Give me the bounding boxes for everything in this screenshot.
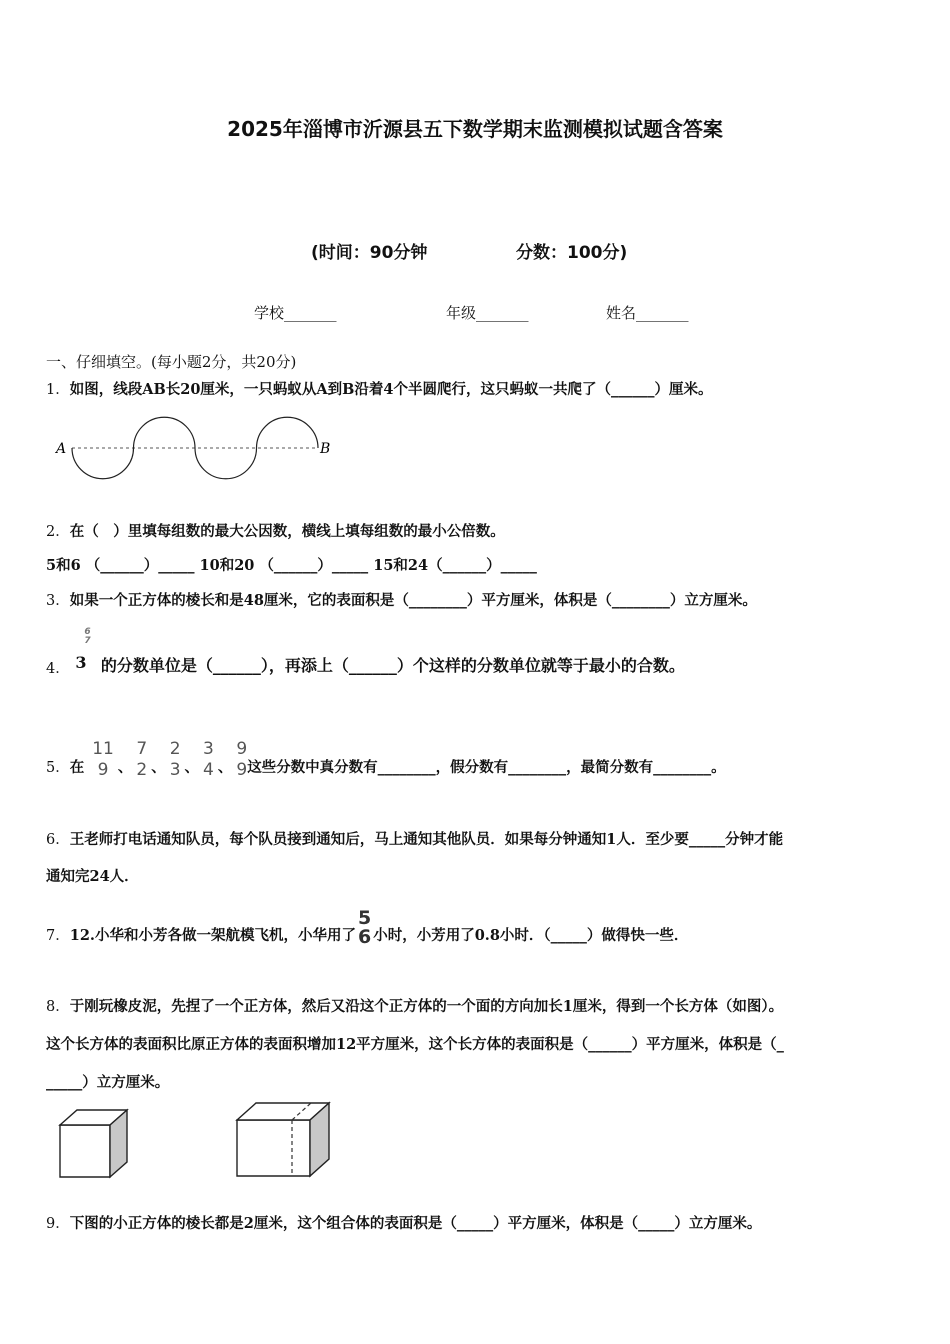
question-3 xyxy=(46,589,757,610)
question-text: 12.小华和小芳各做一架航模飞机，小华用了 xyxy=(69,927,356,944)
fraction: 3 4 xyxy=(203,739,214,780)
numerator: 5 xyxy=(357,907,372,929)
grade-field: 年级_______ xyxy=(446,304,529,322)
question-number: 7． xyxy=(46,928,70,944)
question-text-end: 小时，小芳用了0.8小时．（_____）做得快一些． xyxy=(373,927,689,944)
point-a-label: A xyxy=(56,441,67,457)
question-8 xyxy=(46,995,783,1016)
fraction xyxy=(358,909,371,947)
separator: 、 xyxy=(151,759,166,776)
question-text: 的分数单位是（______），再添上（______）个这样的分数单位就等于最小的合数。 xyxy=(100,656,685,675)
question-text: 如果一个正方体的棱长和是48厘米，它的表面积是（________）平方厘米，体积是（________）立方厘米。 xyxy=(69,592,757,609)
question-text: 王老师打电话通知队员，每个队员接到通知后，马上通知其他队员．如果每分钟通知1人．至少要_____分钟才能 xyxy=(69,831,784,848)
question-1 xyxy=(46,378,713,399)
fraction: 11 9 xyxy=(92,739,114,780)
question-text: 如图，线段AB长20厘米，一只蚂蚁从A到B沿着4个半圆爬行，这只蚂蚁一共爬了（______）厘米。 xyxy=(69,381,713,398)
question-text: 于刚玩橡皮泥，先捏了一个正方体，然后又沿这个正方体的一个面的方向加长1厘米，得到一个长方体（如图）。 xyxy=(69,998,784,1015)
question-number: 6． xyxy=(46,832,70,848)
question-5 xyxy=(46,741,726,779)
question-9 xyxy=(46,1212,761,1233)
cuboid-figure xyxy=(232,1100,337,1185)
semicircle-figure xyxy=(50,410,350,490)
school-field: 学校_______ xyxy=(254,304,337,322)
page-title: 2025年淄博市沂源县五下数学期末监测模拟试题含答案 xyxy=(227,117,723,141)
separator: 、 xyxy=(117,759,133,776)
exam-score: 分数：100分) xyxy=(516,243,628,263)
question-number: 5． xyxy=(46,760,70,776)
fraction: 7 2 xyxy=(136,739,148,780)
question-number: 1． xyxy=(46,382,70,398)
question-8-line3: _____）立方厘米。 xyxy=(46,1074,170,1091)
question-text: 在（ ）里填每组数的最大公因数，横线上填每组数的最小公倍数。 xyxy=(69,523,505,540)
question-8-line2: 这个长方体的表面积比原正方体的表面积增加12平方厘米，这个长方体的表面积是（______）平方厘米，体积是（_ xyxy=(46,1036,784,1053)
name-field: 姓名_______ xyxy=(606,304,689,322)
question-number: 2． xyxy=(46,524,70,540)
fraction xyxy=(84,628,90,646)
separator: 、 xyxy=(217,759,233,776)
question-6 xyxy=(46,828,783,849)
question-lead: 在 xyxy=(69,759,85,776)
question-2 xyxy=(46,520,505,541)
question-4 xyxy=(46,628,685,678)
point-b-label: B xyxy=(320,441,331,457)
denominator: 7 xyxy=(84,636,91,646)
fraction: 9 9 xyxy=(236,739,248,780)
question-number: 4． xyxy=(46,661,70,677)
cube-figure xyxy=(55,1105,135,1185)
numerator: 6 xyxy=(84,627,91,637)
question-6-line2: 通知完24人． xyxy=(46,868,139,885)
separator: 、 xyxy=(184,759,200,776)
question-7 xyxy=(46,909,688,947)
question-text: 下图的小正方体的棱长都是2厘米，这个组合体的表面积是（_____）平方厘米，体积是（_____）立方厘米。 xyxy=(69,1215,762,1232)
question-2-blanks: 5和6 （______）_____ 10和20 （______）_____ 15和24（______）_____ xyxy=(46,557,537,574)
question-text: 这些分数中真分数有________，假分数有________，最简分数有________。 xyxy=(247,759,726,776)
question-number: 8． xyxy=(46,999,70,1015)
whole-part: 3 xyxy=(75,653,87,672)
question-number: 9． xyxy=(46,1216,70,1232)
exam-time: (时间：90分钟 xyxy=(311,243,428,263)
mixed-number xyxy=(75,628,95,678)
denominator: 6 xyxy=(357,926,372,948)
section-heading: 一、仔细填空。(每小题2分，共20分) xyxy=(46,353,297,371)
fraction: 2 3 xyxy=(169,739,181,780)
question-number: 3． xyxy=(46,593,70,609)
